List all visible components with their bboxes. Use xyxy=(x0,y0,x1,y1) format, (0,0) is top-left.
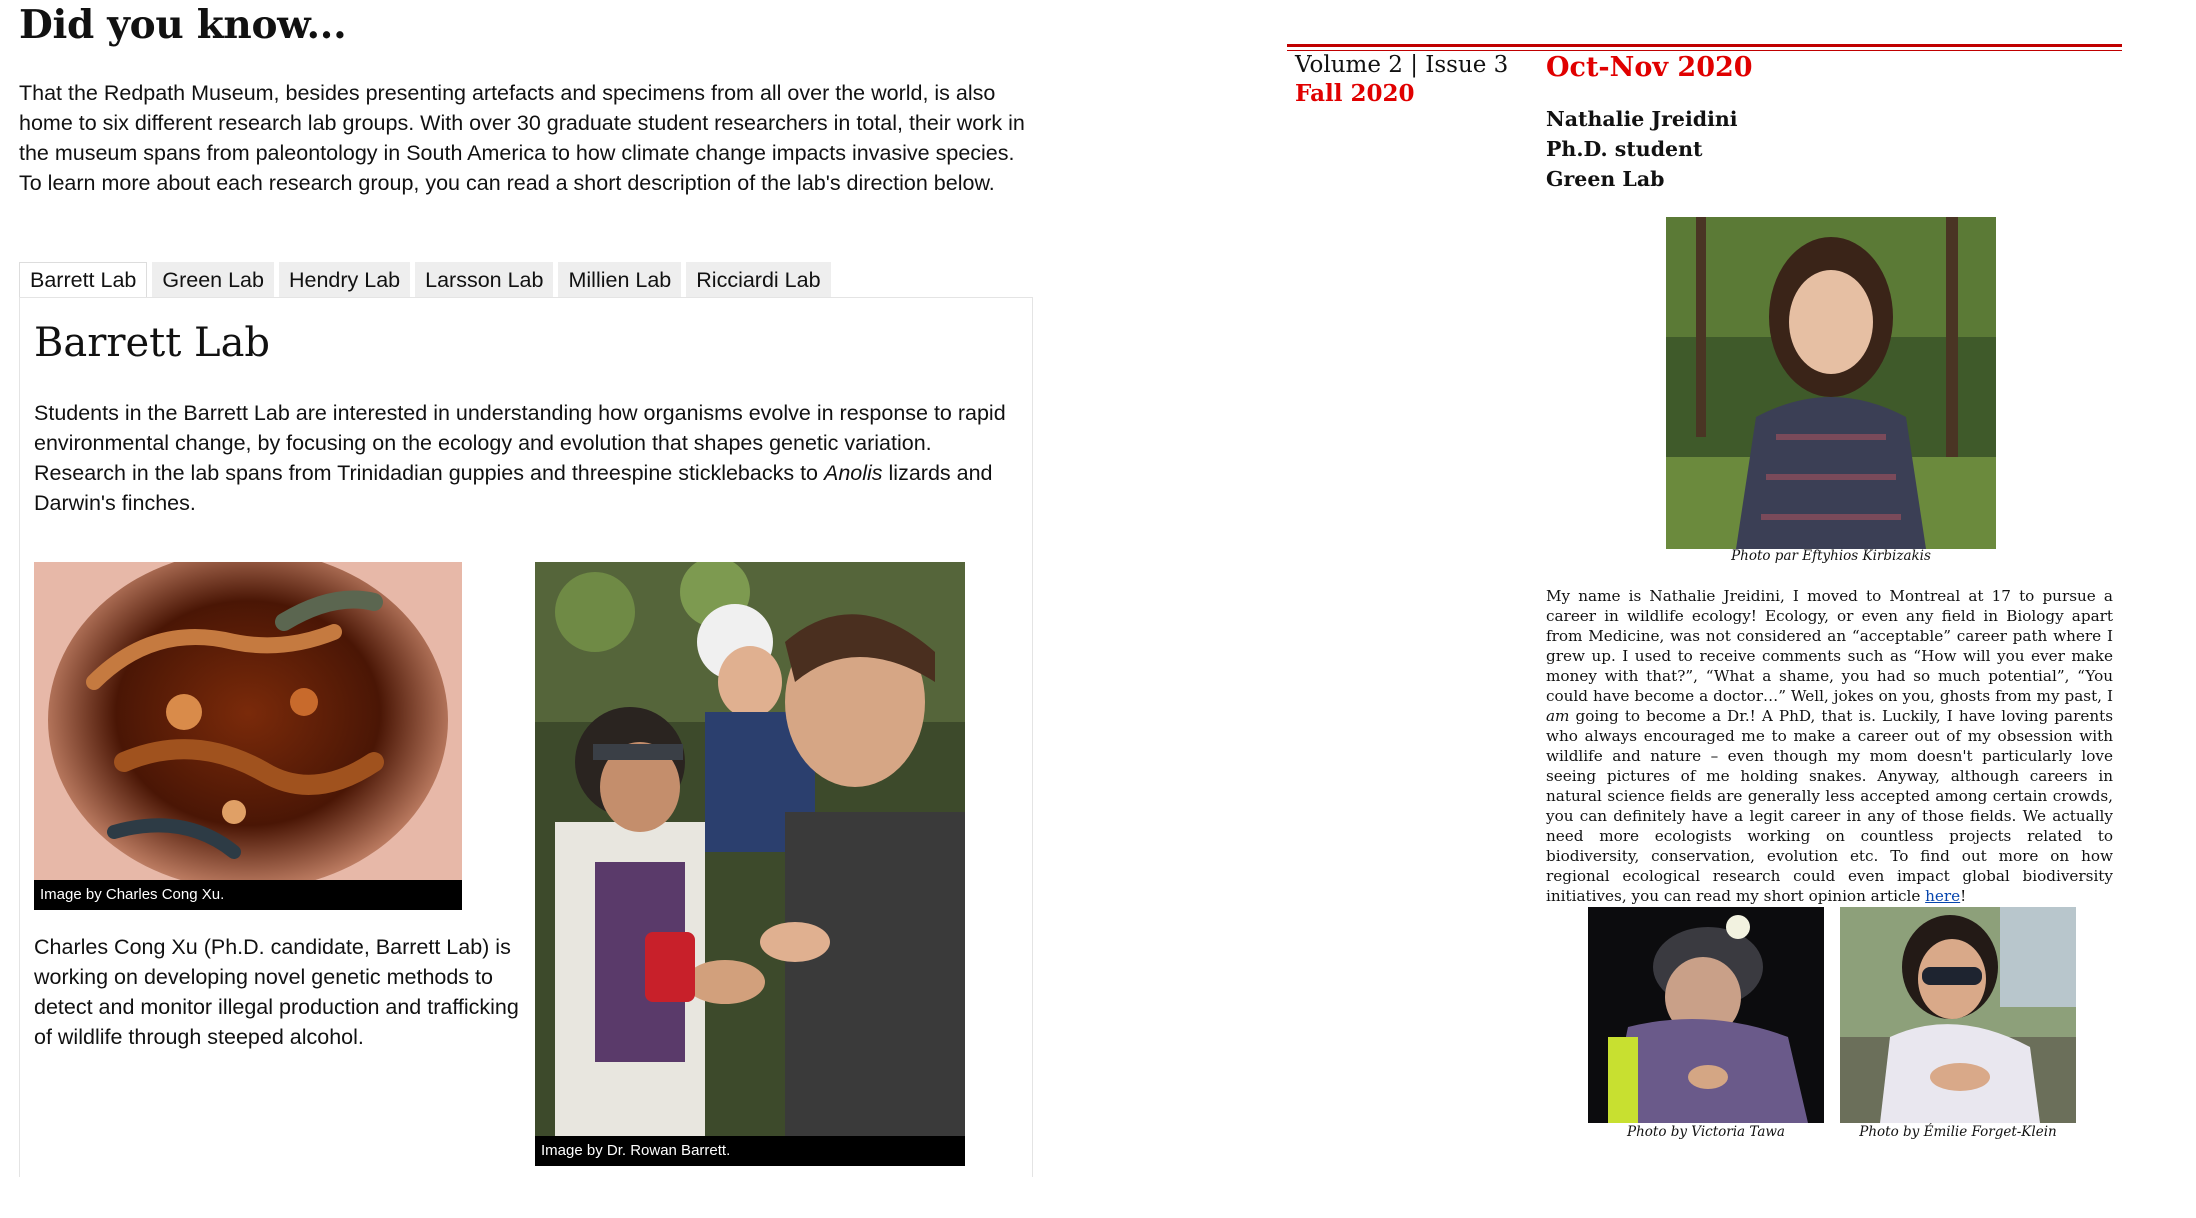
bio-part2: going to become a Dr.! A PhD, that is. Luckily, I have loving parents who always encouraged me to make a career out of my obsession with wildlife and nature – even though my mom doesn't particularly love seeing pictures of me holding snakes. Anyway, although careers in natural science fields are generally less accepted among certain crowds, you can definitely have a legit career in any of those fields. We actually need more ecologists working on countless projects related to biodiversity, conservation, evolution etc. To find out more on how regional ecological research could even impact global biodiversity initiatives, you can read my short opinion article xyxy=(1546,707,2113,905)
lab-description-part1: Students in the Barrett Lab are interested in understanding how organisms evolve in response to rapid environmental change, by focusing on the ecology and evolution that shapes genetic variation. Research in the lab spans from Trinidadian guppies and threespine sticklebacks to xyxy=(34,401,1006,485)
opinion-article-link[interactable]: here xyxy=(1925,887,1961,905)
season-label: Fall 2020 xyxy=(1295,80,1415,107)
tab-barrett-lab[interactable]: Barrett Lab xyxy=(19,262,147,298)
bio-part1: My name is Nathalie Jreidini, I moved to Montreal at 17 to pursue a career in wildlife ecology! Ecology, or even any field in Biology apart from Medicine, was not considered an “acceptable” career path where I grew up. I used to receive comments such as “How will you ever make money with that?”, “What a shame, you had so much potential”, “You could have become a doctor…” Well, jokes on you, ghosts from my past, I xyxy=(1546,587,2113,705)
issue-date: Oct-Nov 2020 xyxy=(1546,52,1753,83)
field-researchers-image xyxy=(535,562,965,1166)
tab-ricciardi-lab[interactable]: Ricciardi Lab xyxy=(686,262,830,298)
wetland-photo xyxy=(1840,907,2076,1123)
author-portrait xyxy=(1666,217,1996,549)
intro-paragraph: That the Redpath Museum, besides presenting artefacts and specimens from all over the world, is also home to six different research lab groups. With over 30 graduate student researchers in total, their work in the museum spans from paleontology in South America to how climate change impacts invasive species. To learn more about each research group, you can read a short description of the lab's direction below. xyxy=(19,81,1025,195)
student-description: Charles Cong Xu (Ph.D. candidate, Barrett Lab) is working on developing novel genetic methods to detect and monitor illegal production and trafficking of wildlife through steeped alcohol. xyxy=(34,935,519,1049)
night-fieldwork-image xyxy=(1588,907,1824,1123)
page-heading: Did you know... xyxy=(19,2,347,48)
specimen-jar-image xyxy=(34,562,462,910)
photo-caption: Photo by Victoria Tawa xyxy=(1627,1124,1785,1140)
tab-hendry-lab[interactable]: Hendry Lab xyxy=(279,262,410,298)
night-fieldwork-photo xyxy=(1588,907,1824,1123)
header-divider xyxy=(1287,44,2122,51)
lab-tabs xyxy=(19,262,831,298)
tab-millien-lab[interactable]: Millien Lab xyxy=(558,262,681,298)
lab-title: Barrett Lab xyxy=(34,320,271,366)
author-portrait-image xyxy=(1666,217,1996,549)
image-caption: Image by Charles Cong Xu. xyxy=(34,880,462,910)
author-role: Ph.D. student xyxy=(1546,137,1703,161)
lab-description-part2: lizards and Darwin's finches. xyxy=(34,461,993,515)
volume-issue: Volume 2 | Issue 3 xyxy=(1295,52,1509,78)
author-lab: Green Lab xyxy=(1546,167,1665,191)
image-caption: Image by Dr. Rowan Barrett. xyxy=(535,1136,965,1166)
author-block xyxy=(1546,104,1738,194)
field-researchers-photo xyxy=(535,562,965,1166)
specimen-jar-photo xyxy=(34,562,462,910)
tab-larsson-lab[interactable]: Larsson Lab xyxy=(415,262,553,298)
portrait-caption: Photo par Eftyhios Kirbizakis xyxy=(1731,548,1931,564)
tab-green-lab[interactable]: Green Lab xyxy=(152,262,274,298)
author-name: Nathalie Jreidini xyxy=(1546,107,1738,131)
lab-description-italic: Anolis xyxy=(823,461,883,485)
author-bio xyxy=(1546,586,2113,906)
lab-description xyxy=(34,398,1024,518)
wetland-image xyxy=(1840,907,2076,1123)
bio-italic: am xyxy=(1546,707,1570,725)
bio-end: ! xyxy=(1960,887,1967,905)
photo-caption: Photo by Émilie Forget-Klein xyxy=(1859,1124,2057,1140)
